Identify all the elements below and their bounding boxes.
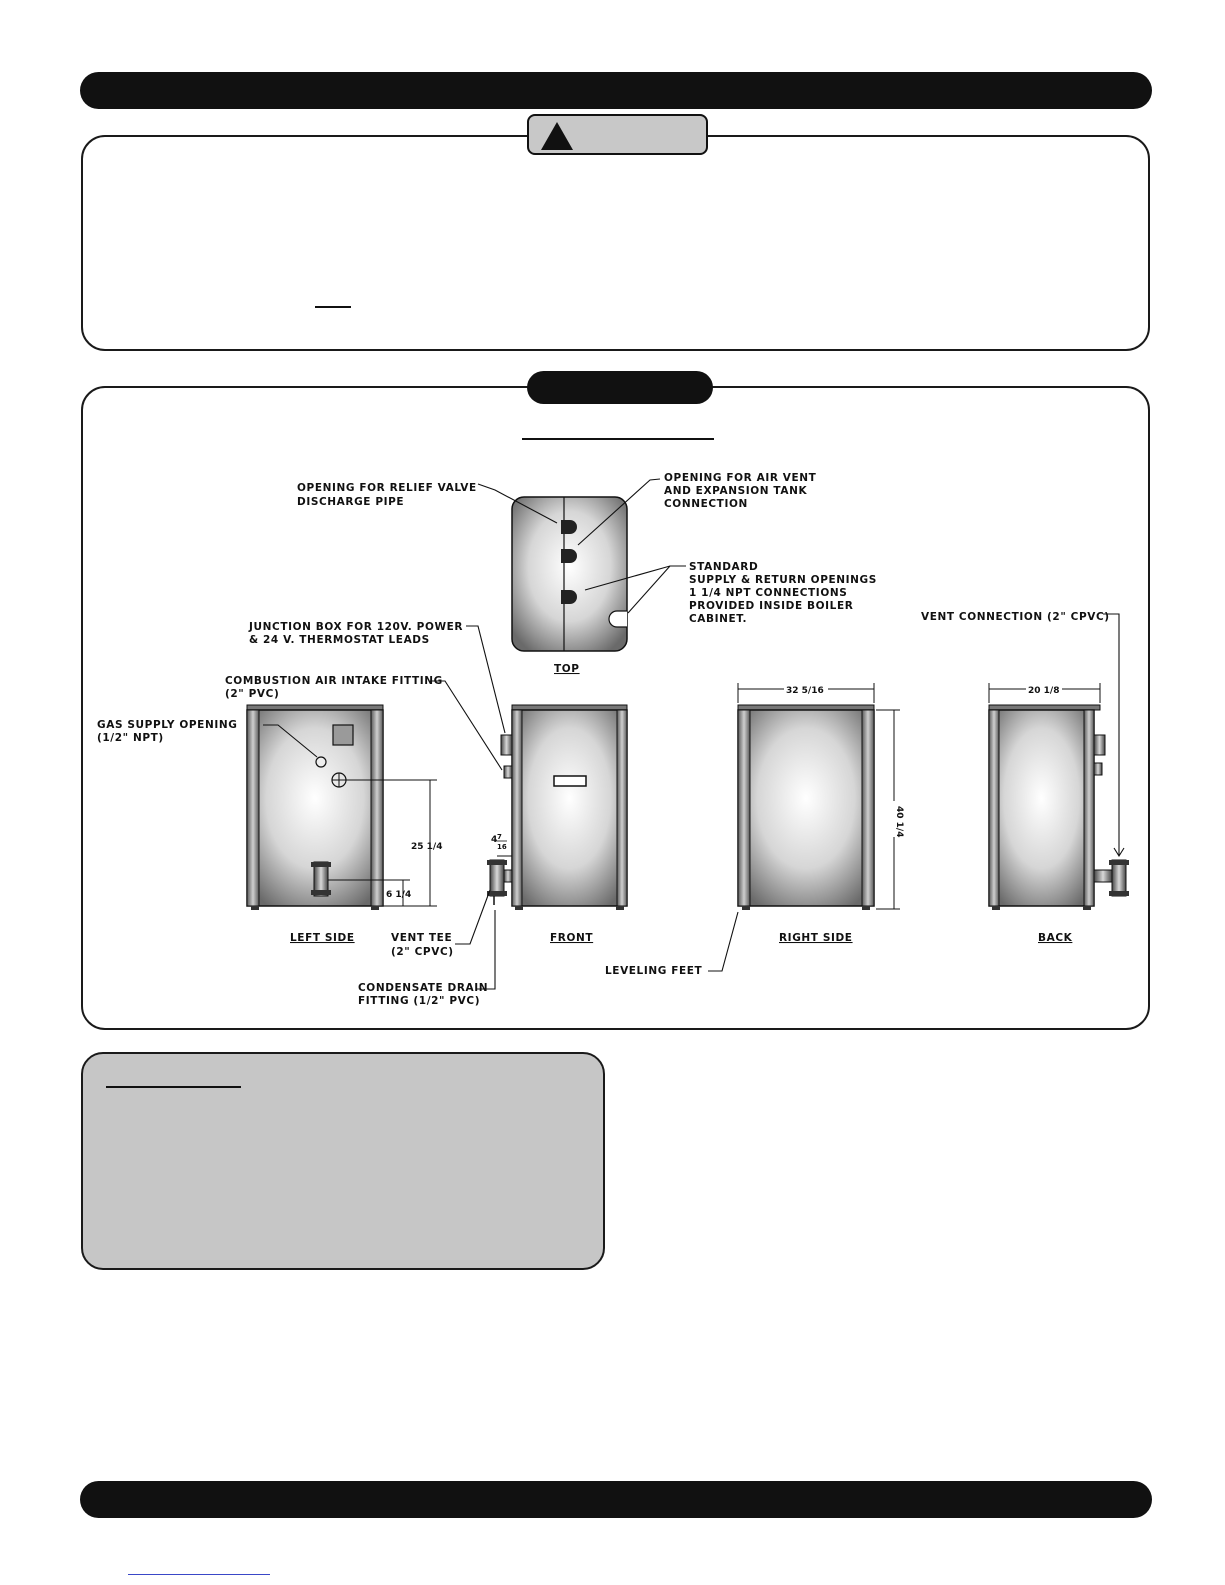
- gas-supply-label: GAS SUPPLY OPENING (1/2" NPT): [97, 719, 238, 744]
- dim-front-whole: 4: [491, 835, 498, 845]
- relief-valve-label: OPENING FOR RELIEF VALVE DISCHARGE PIPE: [297, 482, 477, 508]
- dim-width-right: 32 5/16: [786, 686, 824, 696]
- back-view: [989, 705, 1129, 910]
- dim-width-back: 20 1/8: [1028, 686, 1060, 696]
- relief-opening: [561, 520, 577, 534]
- view-label-right: RIGHT SIDE: [779, 932, 853, 944]
- dim-front-frac-num: 7: [497, 833, 502, 841]
- supply-return-opening: [561, 590, 577, 604]
- top-view: [512, 497, 627, 651]
- right-side-view: [738, 705, 874, 910]
- left-side-view: [247, 705, 383, 910]
- page-link-underline[interactable]: [128, 1574, 270, 1575]
- view-label-left: LEFT SIDE: [290, 932, 355, 944]
- supply-return-label: STANDARD SUPPLY & RETURN OPENINGS 1 1/4 NPT CONNECTIONS PROVIDED INSIDE BOILER CABINET.: [689, 561, 877, 625]
- view-label-front: FRONT: [550, 932, 594, 944]
- junction-box-label: JUNCTION BOX FOR 120V. POWER & 24 V. THERMOSTAT LEADS: [249, 621, 464, 646]
- leveling-feet-label: LEVELING FEET: [605, 965, 703, 977]
- dimension-lines: [328, 683, 1100, 909]
- note-box: [81, 1052, 605, 1270]
- dim-height-right: 40 1/4: [894, 806, 904, 838]
- view-label-back: BACK: [1038, 932, 1073, 944]
- combustion-air-label: COMBUSTION AIR INTAKE FITTING (2" PVC): [225, 675, 443, 700]
- condensate-label: CONDENSATE DRAIN FITTING (1/2" PVC): [358, 982, 489, 1007]
- air-vent-label: OPENING FOR AIR VENT AND EXPANSION TANK CONNECTION: [664, 472, 817, 510]
- front-view: [487, 705, 627, 910]
- note-underline: [106, 1086, 241, 1088]
- dim-front-frac-den: 16: [497, 843, 507, 851]
- footer-bar: [80, 1481, 1152, 1518]
- vent-tee-label: VENT TEE (2" CPVC): [391, 932, 454, 958]
- air-vent-opening: [561, 549, 577, 563]
- view-label-top: TOP: [554, 663, 580, 675]
- dim-left-high: 25 1/4: [411, 842, 443, 852]
- vent-connection-label: VENT CONNECTION (2" CPVC): [921, 611, 1110, 623]
- dim-left-low: 6 1/4: [386, 890, 412, 900]
